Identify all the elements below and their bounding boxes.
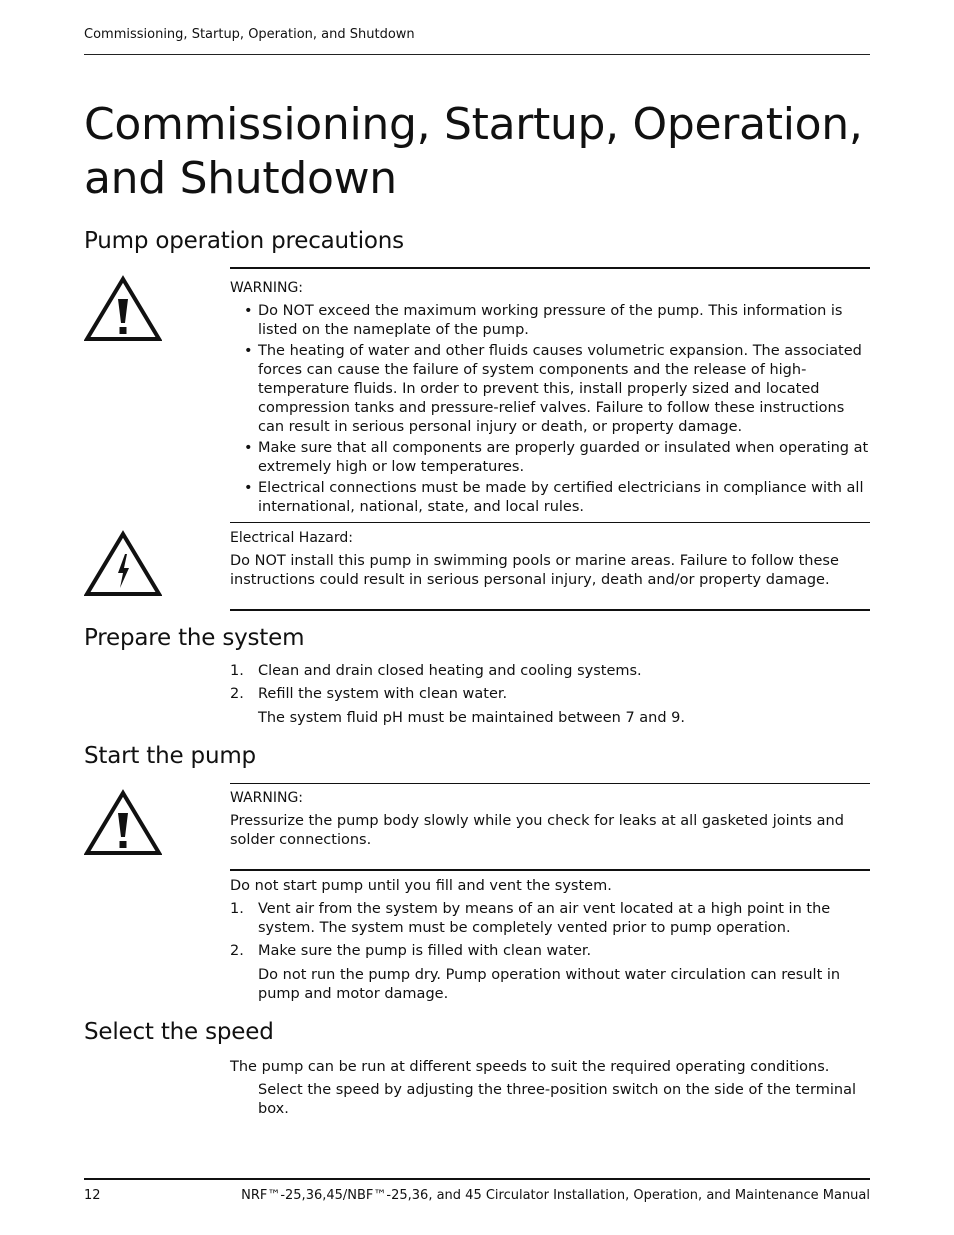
electrical-hazard-icon bbox=[84, 530, 162, 598]
speed-intro: The pump can be run at different speeds to suit the required operating conditions. bbox=[230, 1059, 830, 1075]
warning-bullet-item: • Make sure that all components are properly guarded or insulated when operating at extremely high or low temperatures. bbox=[244, 440, 869, 475]
hazard-text: Do NOT install this pump in swimming pools or marine areas. Failure to follow these instructions could result in serious personal injury, death and/or property damage. bbox=[230, 553, 839, 588]
step-item: 1. Vent air from the system by means of an air vent located at a high point in the system. The system must be completely vented prior to pump operation. bbox=[230, 901, 831, 936]
step-item: 1. Clean and drain closed heating and cooling systems. bbox=[230, 663, 642, 679]
section-heading-start: Start the pump bbox=[84, 743, 256, 769]
warning-bullet-item: • The heating of water and other fluids causes volumetric expansion. The associated forces can cause the failure of system components and the release of high-temperature fluids. In order to prevent this, install properly sized and located compression tanks and pressure-relief valves. Failure to follow these instructions can result in serious personal injury or death, or property damage. bbox=[244, 343, 862, 435]
running-header: Commissioning, Startup, Operation, and Shutdown bbox=[84, 27, 870, 55]
warning-exclamation-icon bbox=[84, 275, 162, 343]
warning-label: WARNING: bbox=[230, 790, 304, 806]
speed-note: Select the speed by adjusting the three-position switch on the side of the terminal box. bbox=[258, 1082, 857, 1117]
warning-exclamation-icon bbox=[84, 789, 162, 857]
prepare-steps-list bbox=[230, 662, 870, 732]
warning-bullet-item: • Electrical connections must be made by certified electricians in compliance with all international, national, state, and local rules. bbox=[244, 480, 864, 515]
hazard-bottom-rule bbox=[230, 609, 870, 611]
warning-bottom-rule bbox=[230, 869, 870, 871]
warning-block-precautions bbox=[230, 267, 870, 516]
step-note: Do not run the pump dry. Pump operation without water circulation can result in pump and motor damage. bbox=[258, 967, 841, 1002]
section-heading-prepare: Prepare the system bbox=[84, 625, 305, 651]
footer-rule bbox=[84, 1178, 870, 1180]
hazard-top-rule bbox=[230, 522, 870, 523]
hazard-block bbox=[230, 524, 870, 612]
start-steps-list bbox=[230, 900, 870, 1008]
hazard-label: Electrical Hazard: bbox=[230, 530, 353, 546]
page-title: Commissioning, Startup, Operation, and Shutdown bbox=[84, 99, 863, 204]
warning-text: Pressurize the pump body slowly while you check for leaks at all gasketed joints and solder connections. bbox=[230, 813, 844, 848]
page-number: 12 bbox=[84, 1188, 101, 1203]
warning-block-start bbox=[230, 783, 870, 871]
warning-label: WARNING: bbox=[230, 280, 304, 296]
warning-bullet-list bbox=[230, 302, 870, 517]
footer-doc-title: NRF™-25,36,45/NBF™-25,36, and 45 Circulator Installation, Operation, and Maintenance Manual bbox=[241, 1188, 870, 1203]
warning-bullet-item: • Do NOT exceed the maximum working pressure of the pump. This information is listed on the nameplate of the pump. bbox=[244, 303, 843, 338]
section-heading-precautions: Pump operation precautions bbox=[84, 228, 404, 254]
section-heading-speed: Select the speed bbox=[84, 1019, 274, 1045]
step-note: The system fluid pH must be maintained between 7 and 9. bbox=[258, 710, 686, 726]
start-intro: Do not start pump until you fill and vent the system. bbox=[230, 878, 612, 894]
step-item: 2. Make sure the pump is filled with clean water. Do not run the pump dry. Pump operation without water circulation can result in pump and motor damage. bbox=[230, 942, 870, 1004]
step-item: 2. Refill the system with clean water. The system fluid pH must be maintained between 7 and 9. bbox=[230, 685, 870, 728]
